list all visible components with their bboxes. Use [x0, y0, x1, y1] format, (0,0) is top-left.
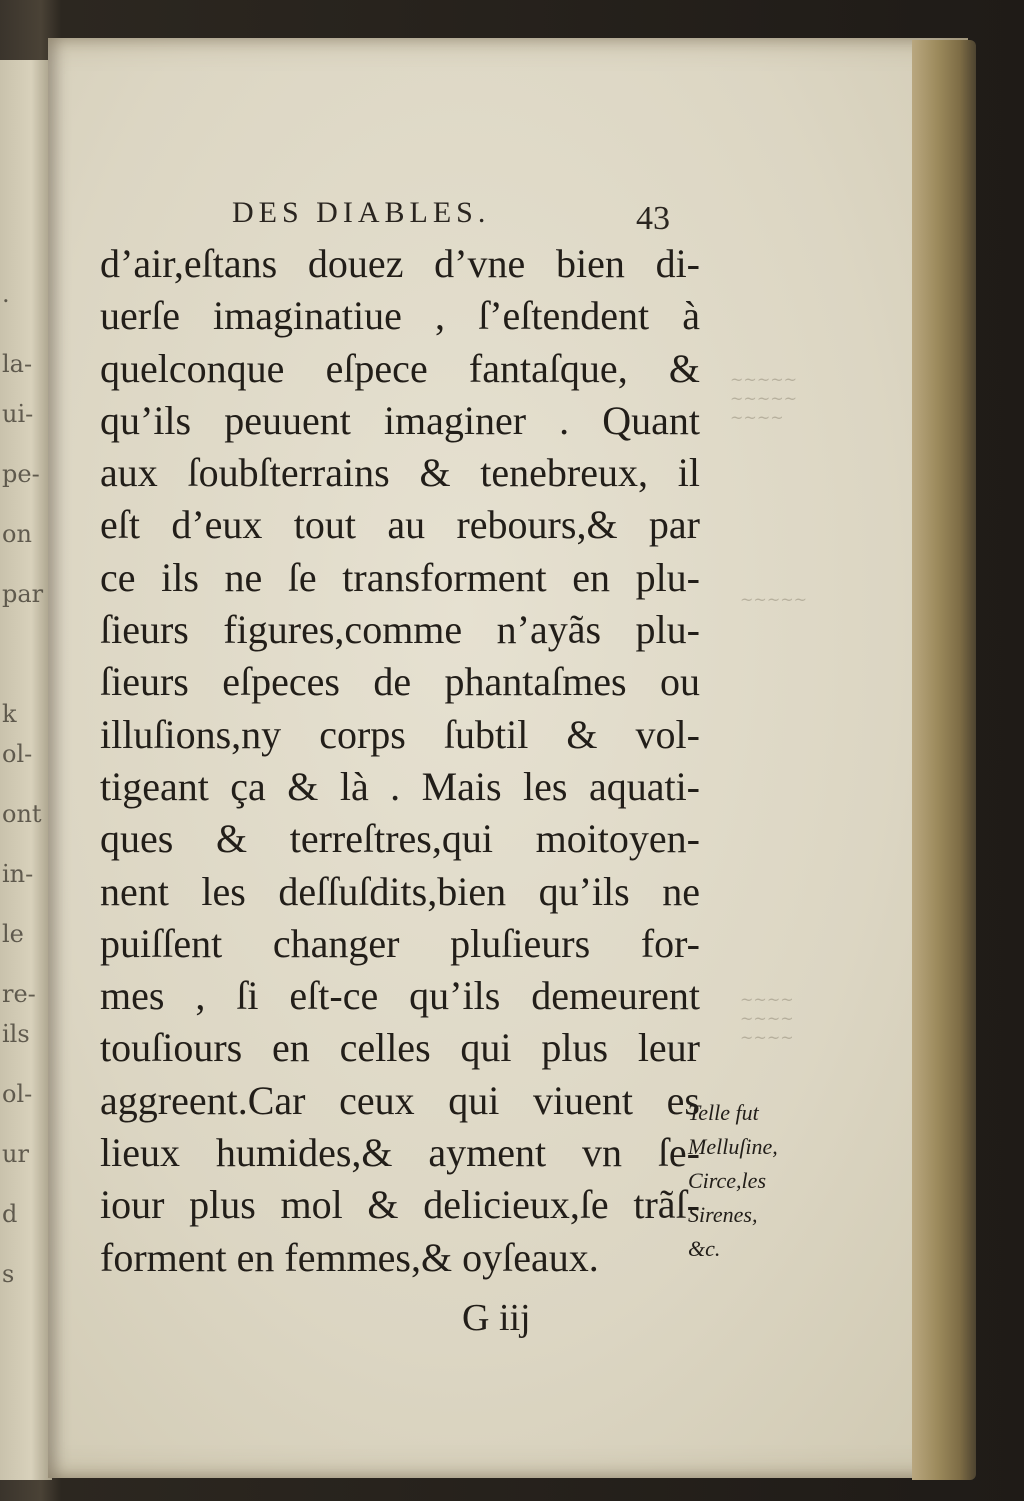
marginal-note-line: Melluſine, [688, 1134, 778, 1159]
text-line: ques & terreſtres,qui moitoyen- [100, 816, 700, 862]
text-line: mes , ſi eſt-ce qu’ils demeurent [100, 973, 700, 1019]
text-line: forment en femmes,& oyſeaux. [100, 1234, 599, 1280]
marginal-note [688, 1096, 778, 1266]
page-edge [912, 40, 976, 1480]
marginal-note-line: Telle fut [688, 1100, 759, 1125]
text-line: eſt d’eux tout au rebours,& par [100, 502, 700, 548]
text-line: uerſe imaginatiue , ſ’eſtendent à [100, 293, 700, 339]
text-line: qu’ils peuuent imaginer . Quant [100, 397, 700, 443]
text-line: illuſions,ny corps ſubtil & vol- [100, 711, 700, 757]
bleed-through-text: ~~~~~ [740, 590, 808, 609]
bleed-through-text: ~~~~~ ~~~~~ ~~~~ [730, 370, 798, 428]
text-line: iour plus mol & delicieux,ſe trãſ- [100, 1182, 700, 1228]
marginal-note-line: Sirenes, [688, 1202, 758, 1227]
page-number: 43 [636, 200, 670, 237]
text-line: ſieurs figures,comme n’ayãs plu- [100, 607, 700, 653]
text-line: ce ils ne ſe transforment en plu- [100, 554, 700, 600]
facing-page-edge: . la- ui- pe- on par k ol- ont in- le re- ils ol- ur d s [0, 60, 52, 1480]
signature-mark: G iij [462, 1297, 531, 1339]
text-line: d’air,eſtans douez d’vne bien di- [100, 241, 700, 286]
text-line: puiſſent changer pluſieurs for- [100, 920, 700, 966]
running-title: DES DIABLES. [232, 196, 491, 229]
text-line: touſiours en celles qui plus leur [100, 1025, 700, 1071]
text-line: nent les deſſuſdits,bien qu’ils ne [100, 868, 700, 914]
body-text [100, 238, 720, 1284]
marginal-note-line: Circe,les [688, 1168, 766, 1193]
bleed-through-text: ~~~~ ~~~~ ~~~~ [740, 990, 794, 1048]
text-line: ſieurs eſpeces de phantaſmes ou [100, 659, 700, 705]
text-line: tigeant ça & là . Mais les aquati- [100, 763, 700, 809]
marginal-note-line: &c. [688, 1236, 721, 1261]
text-line: aux ſoubſterrains & tenebreux, il [100, 450, 700, 496]
text-line: aggreent.Car ceux qui viuent es [100, 1077, 700, 1123]
text-line: quelconque eſpece fantaſque, & [100, 345, 700, 391]
text-line: lieux humides,& ayment vn ſe- [100, 1130, 700, 1176]
